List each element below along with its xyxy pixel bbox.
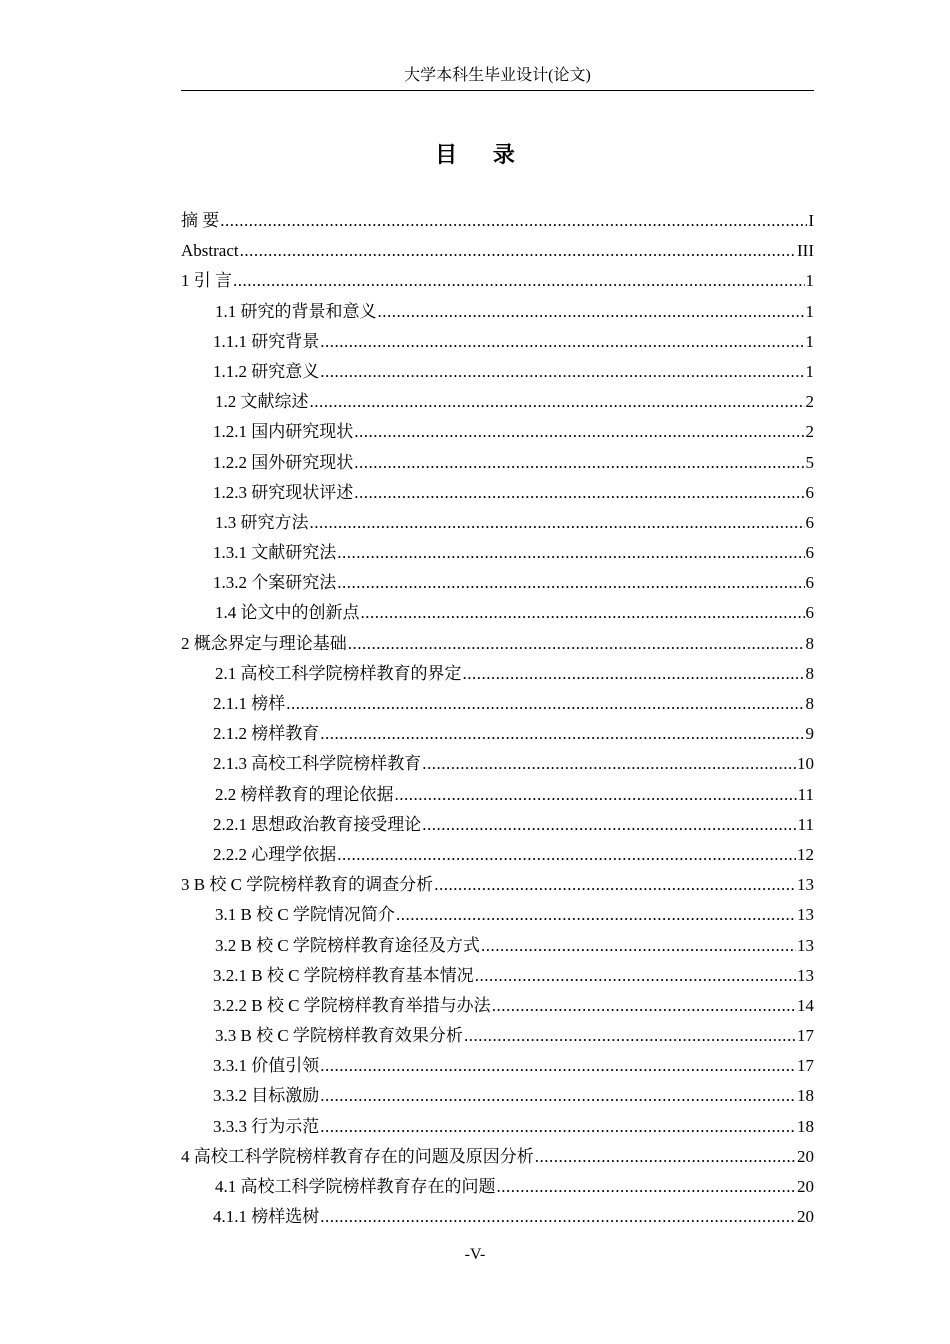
toc-leader-dots (310, 387, 805, 417)
toc-entry[interactable] (181, 1172, 814, 1202)
toc-entry-label: 2.1.3 高校工科学院榜样教育 (213, 754, 422, 774)
toc-leader-dots (395, 780, 797, 810)
toc-entry[interactable] (181, 1112, 814, 1142)
toc-entry-page: 14 (797, 995, 814, 1015)
toc-entry-page: 13 (797, 935, 814, 955)
toc-leader-dots (361, 598, 805, 628)
toc-entry[interactable] (181, 1142, 814, 1172)
toc-entry-page: 8 (805, 633, 814, 653)
toc-entry-label: 3.2.2 B 校 C 学院榜样教育举措与办法 (213, 995, 491, 1015)
toc-leader-dots (475, 961, 796, 991)
toc-entry-page: 18 (797, 1116, 814, 1136)
toc-entry-label: 1.3 研究方法 (215, 512, 309, 532)
toc-entry-label: 1 引 言 (181, 271, 232, 291)
toc-entry-label: 3.2.1 B 校 C 学院榜样教育基本情况 (213, 965, 474, 985)
toc-leader-dots (286, 689, 804, 719)
toc-entry-page: 18 (797, 1086, 814, 1106)
toc-leader-dots (320, 1202, 796, 1232)
toc-leader-dots (535, 1142, 796, 1172)
toc-entry-label: 1.2.3 研究现状评述 (213, 482, 354, 502)
toc-leader-dots (378, 297, 805, 327)
toc-entry[interactable] (181, 387, 814, 417)
toc-title: 目 录 (435, 143, 529, 168)
toc-entry-page: 8 (805, 663, 814, 683)
toc-leader-dots (464, 1021, 796, 1051)
toc-leader-dots (497, 1172, 797, 1202)
toc-leader-dots (492, 991, 796, 1021)
toc-entry[interactable] (181, 327, 814, 357)
toc-entry-label: 2.2.2 心理学依据 (213, 844, 337, 864)
toc-entry-label: 2 概念界定与理论基础 (181, 633, 347, 653)
toc-entry[interactable] (181, 568, 814, 598)
toc-leader-dots (320, 719, 804, 749)
toc-entry-label: 3.3.1 价值引领 (213, 1056, 320, 1076)
toc-entry[interactable] (181, 629, 814, 659)
toc-entry[interactable] (181, 1051, 814, 1081)
toc-leader-dots (354, 448, 804, 478)
toc-entry[interactable] (181, 719, 814, 749)
toc-entry-label: 3 B 校 C 学院榜样教育的调查分析 (181, 875, 434, 895)
toc-leader-dots (354, 478, 804, 508)
toc-entry-page: 6 (805, 543, 814, 563)
toc-entry-page: 20 (797, 1146, 814, 1166)
toc-entry-label: 3.2 B 校 C 学院榜样教育途径及方式 (215, 935, 480, 955)
toc-leader-dots (348, 629, 805, 659)
toc-entry-page: 6 (805, 512, 814, 532)
toc-entry-page: 1 (805, 331, 814, 351)
toc-entry-label: 3.1 B 校 C 学院情况简介 (215, 905, 395, 925)
toc-leader-dots (337, 840, 796, 870)
toc-entry[interactable] (181, 900, 814, 930)
toc-entry-page: 9 (805, 724, 814, 744)
toc-entry-label: 4.1 高校工科学院榜样教育存在的问题 (215, 1177, 496, 1196)
toc-leader-dots (481, 931, 796, 961)
header-divider (181, 90, 814, 91)
toc-entry[interactable] (181, 689, 814, 719)
toc-entry[interactable] (181, 448, 814, 478)
toc-entry[interactable] (181, 206, 814, 236)
toc-entry[interactable] (181, 1202, 814, 1232)
toc-entry-label: 2.2 榜样教育的理论依据 (215, 784, 394, 804)
toc-entry[interactable] (181, 1081, 814, 1111)
toc-entry-page: 1 (805, 301, 814, 321)
toc-leader-dots (463, 659, 805, 689)
toc-entry-page: 13 (797, 965, 814, 985)
toc-entry[interactable] (181, 1021, 814, 1051)
toc-leader-dots (310, 508, 805, 538)
toc-entry-label: 1.4 论文中的创新点 (215, 603, 360, 623)
toc-entry-label: 2.1.2 榜样教育 (213, 724, 320, 744)
table-of-contents (181, 206, 814, 1232)
toc-entry-page: 11 (797, 784, 814, 804)
page-number: -V- (464, 1246, 486, 1263)
toc-leader-dots (396, 900, 796, 930)
toc-leader-dots (337, 568, 804, 598)
toc-entry-page: 11 (797, 814, 814, 834)
toc-leader-dots (233, 266, 805, 296)
toc-leader-dots (320, 1051, 796, 1081)
toc-entry-label: 1.3.2 个案研究法 (213, 573, 337, 593)
toc-entry-label: 1.2.2 国外研究现状 (213, 452, 354, 472)
toc-leader-dots (220, 206, 807, 236)
toc-entry-label: 摘 要 (181, 211, 220, 230)
toc-leader-dots (337, 538, 804, 568)
toc-entry-page: 1 (805, 271, 814, 291)
toc-entry-page: 2 (805, 392, 814, 412)
toc-entry-label: 2.1 高校工科学院榜样教育的界定 (215, 663, 462, 683)
toc-entry-label: 3.3 B 校 C 学院榜样教育效果分析 (215, 1026, 463, 1046)
toc-entry-label: 1.2.1 国内研究现状 (213, 422, 354, 442)
toc-entry[interactable] (181, 659, 814, 689)
toc-entry[interactable] (181, 236, 814, 266)
toc-entry[interactable] (181, 478, 814, 508)
toc-entry-label: 4.1.1 榜样选树 (213, 1207, 320, 1227)
toc-entry[interactable] (181, 297, 814, 327)
toc-entry-page: III (797, 241, 814, 261)
toc-entry-page: 6 (805, 573, 814, 593)
toc-leader-dots (240, 236, 796, 266)
toc-entry[interactable] (181, 598, 814, 628)
toc-entry[interactable] (181, 266, 814, 296)
toc-entry[interactable] (181, 538, 814, 568)
toc-entry-label: 1.2 文献综述 (215, 392, 309, 412)
toc-entry-page: 12 (797, 844, 814, 864)
toc-entry-page: 13 (797, 875, 814, 895)
toc-leader-dots (320, 1081, 796, 1111)
toc-entry-page: 1 (805, 361, 814, 381)
toc-entry-page: 13 (797, 905, 814, 925)
toc-entry-page: 20 (797, 1207, 814, 1227)
toc-entry[interactable] (181, 508, 814, 538)
toc-entry-label: 1.3.1 文献研究法 (213, 543, 337, 563)
toc-entry[interactable] (181, 931, 814, 961)
toc-leader-dots (354, 417, 804, 447)
toc-entry-label: Abstract (181, 241, 239, 261)
toc-leader-dots (320, 327, 804, 357)
toc-entry-page: 17 (797, 1026, 814, 1046)
toc-entry-page: 6 (805, 603, 814, 623)
toc-entry-page: 20 (797, 1177, 814, 1196)
toc-leader-dots (320, 1112, 796, 1142)
toc-entry-page: 8 (805, 694, 814, 713)
toc-entry-label: 2.1.1 榜样 (213, 694, 286, 713)
toc-entry-label: 1.1.2 研究意义 (213, 361, 320, 381)
toc-entry-page: 6 (805, 482, 814, 502)
toc-entry-page: 5 (805, 452, 814, 472)
toc-entry-label: 1.1.1 研究背景 (213, 331, 320, 351)
toc-entry-label: 3.3.2 目标激励 (213, 1086, 320, 1106)
toc-entry[interactable] (181, 749, 814, 779)
toc-entry[interactable] (181, 840, 814, 870)
toc-entry[interactable] (181, 417, 814, 447)
toc-entry[interactable] (181, 991, 814, 1021)
toc-leader-dots (422, 810, 796, 840)
toc-entry-label: 4 高校工科学院榜样教育存在的问题及原因分析 (181, 1146, 534, 1166)
toc-entry[interactable] (181, 810, 814, 840)
toc-entry-label: 3.3.3 行为示范 (213, 1116, 320, 1136)
toc-entry-label: 2.2.1 思想政治教育接受理论 (213, 814, 422, 834)
toc-entry-page: 10 (797, 754, 814, 774)
toc-entry-page: 17 (797, 1056, 814, 1076)
toc-entry[interactable] (181, 357, 814, 387)
toc-leader-dots (320, 357, 804, 387)
toc-entry-label: 1.1 研究的背景和意义 (215, 301, 377, 321)
toc-entry-page: I (808, 211, 814, 230)
toc-entry[interactable] (181, 780, 814, 810)
running-header: 大学本科生毕业设计(论文) (404, 67, 591, 84)
toc-leader-dots (434, 870, 796, 900)
toc-entry[interactable] (181, 961, 814, 991)
toc-entry-page: 2 (805, 422, 814, 442)
toc-leader-dots (422, 749, 796, 779)
toc-entry[interactable] (181, 870, 814, 900)
